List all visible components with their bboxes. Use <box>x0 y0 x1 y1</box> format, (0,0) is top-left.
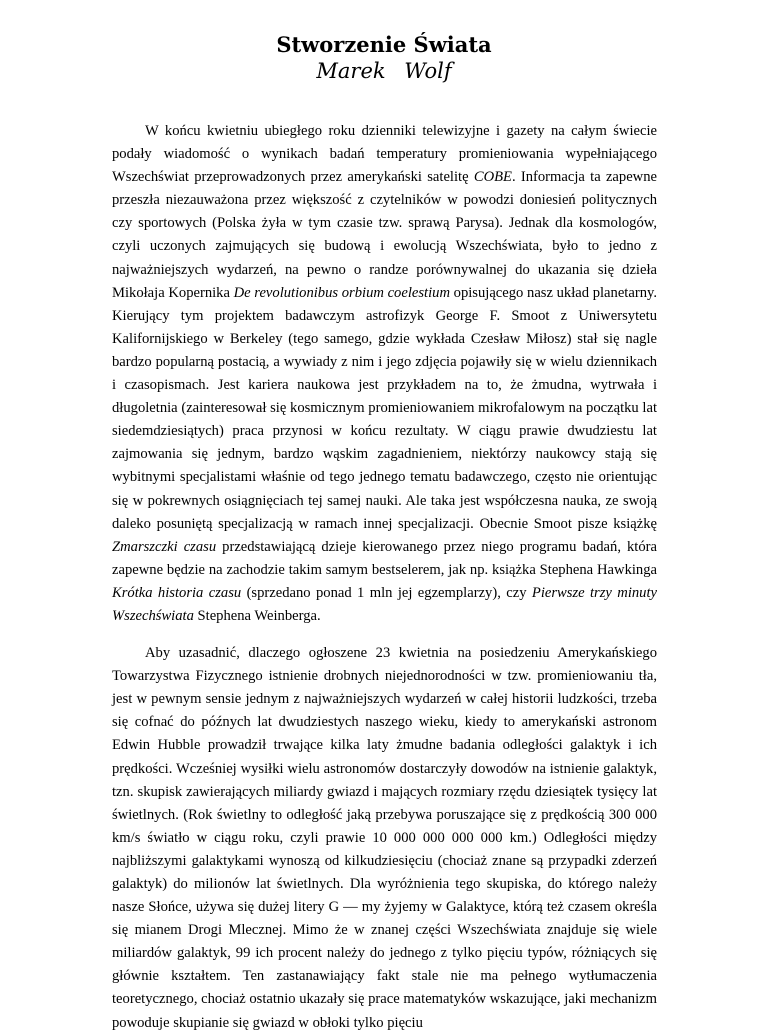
document-body <box>112 120 657 1035</box>
italic-text-run: Krótka historia czasu <box>112 584 242 601</box>
document-title: Stworzenie Świata <box>276 32 492 57</box>
text-run: (sprzedano ponad 1 mln jej egzemplarzy), czy <box>241 584 532 601</box>
paragraph-1 <box>112 120 657 628</box>
text-run: . Informacja ta zapewne przeszła niezauważona przez większość z czytelników w powodzi doniesień politycznych czy sportowych (Polska żyła w tym czasie tzw. sprawą Parysa). Jednak dla kosmologów, czyli uczonych zajmujących się budową i ewolucją Wszechświata, było to jedno z najważniejszych wydarzeń, na pewno o randze porównywalnej do ukazania się dzieła Mikołaja Kopernika <box>112 169 657 301</box>
text-run: opisującego nasz układ planetarny. Kierujący tym projektem badawczym astrofizyk George F. Smoot z Uniwersytetu Kalifornijskiego w Berkeley (tego samego, gdzie wykłada Czesław Miłosz) stał się nagle bardzo popularną postacią, a wywiady z nim i jego zdjęcia pojawiły się w wielu dziennikach i czasopismach. Jest kariera naukowa jest przykładem na to, że żmudna, wytrwała i długoletnia (zainteresował się kosmicznym promieniowaniem mikrofalowym na początku lat siedemdziesiątych) praca przynosi w końcu rezultaty. W ciągu prawie dwudziestu lat zajmowania się jednym, bardzo wąskim zagadnieniem, niektórzy naukowcy stają się wybitnymi specjalistami właśnie od tego jednego tematu badawczego, często nie orientując się w pokrewnych osiągnięciach tej samej nauki. Ale taka jest współczesna nauka, ze swoją daleko posuniętą specjalizacją w ramach innej specjalizacji. Obecnie Smoot pisze książkę <box>112 284 657 532</box>
author-name <box>0 58 768 84</box>
text-run: W końcu kwietniu ubiegłego roku dzienniki telewizyjne i gazety na całym świecie podały wiadomość o wynikach badań temperatury promieniowania wypełniającego Wszechświat przeprowadzonych przez amerykański satelitę <box>112 123 657 186</box>
paragraph-2 <box>112 642 657 1035</box>
text-run: przedstawiającą dzieje kierowanego przez niego programu badań, która zapewne będzie na zachodzie takim samym bestselerem, jak np. książka Stephena Hawkinga <box>112 538 657 578</box>
italic-text-run: De revolutionibus orbium coelestium <box>233 284 450 301</box>
text-run: Aby uzasadnić, dlaczego ogłoszene 23 kwietnia na posiedzeniu Amerykańskiego Towarzystwa Fizycznego istnienie drobnych niejednorodności w tzw. promieniowaniu tła, jest w pewnym sensie jednym z najważniejszych wydarzeń w całej historii ludzkości, trzeba się cofnać do późnych lat dwudziestych naszego wieku, kiedy to amerykański astronom Edwin Hubble prowadził trwające kilka laty żmudne badania odległości galaktyk i ich prędkości. Wcześniej wysiłki wielu astronomów dostarczyły dowodów na istnienie galaktyk, tzn. skupisk zawierających miliardy gwiazd i mających rozmiary rzędu dziesiątek tysięcy lat świetlnych. (Rok świetlny to odległość jaką przebywa poruszające się z prędkością 300 000 km/s światło w ciągu roku, czyli prawie 10 000 000 000 000 km.) Odległości między najbliższymi galaktykami wynoszą od kilkudziesięciu (chociaż znane są przypadki zderzeń galaktyk) do milionów lat świetlnych. Dla wyróżnienia tego skupiska, do którego należy nasze Słońce, używa się dużej litery G — my żyjemy w Galaktyce, którą też czasem określa się mianem Drogi Mlecznej. Mimo że w znanej części Wszechświata znajduje się wiele miliardów galaktyk, 99 ich procent należy do jednego z tylko pięciu typów, różniących się głównie kształtem. Ten zastanawiający fakt stale nie ma pełnego wytłumaczenia teoretycznego, chociaż ostatnio ukazały się prace matematyków wskazujące, jaki mechanizm powoduje skupianie się gwiazd w obłoki tylko pięciu <box>112 645 657 1031</box>
italic-text-run: Zmarszczki czasu <box>112 538 217 555</box>
italic-text-run: Pierwsze trzy minuty Wszechświata <box>112 584 657 624</box>
author-first-name: Marek <box>316 59 386 83</box>
text-run: Stephena Weinberga. <box>193 607 321 624</box>
author-last-name: Wolf <box>404 59 452 83</box>
italic-text-run: COBE <box>473 169 512 186</box>
